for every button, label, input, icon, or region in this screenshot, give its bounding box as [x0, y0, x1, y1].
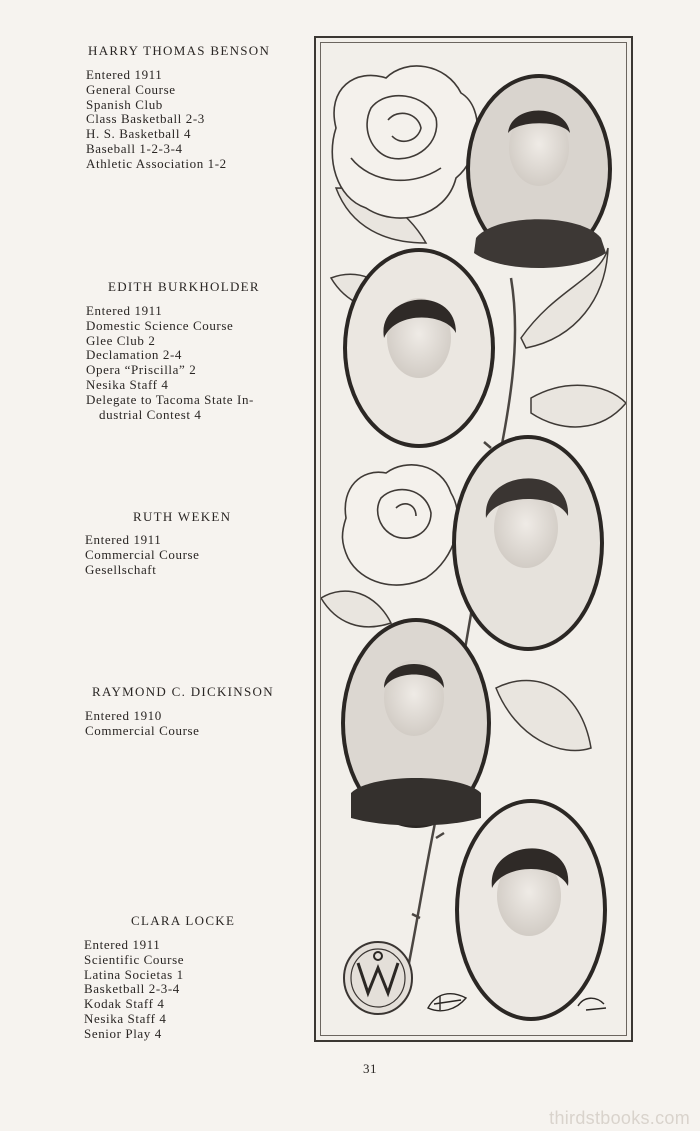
rose-leaves [321, 188, 626, 751]
detail-line: dustrial Contest 4 [99, 406, 202, 422]
portrait-clara-locke [455, 799, 607, 1021]
student-name: RAYMOND C. DICKINSON [92, 684, 274, 699]
detail-line: Senior Play 4 [84, 1025, 162, 1041]
detail-line: Entered 1911 [84, 937, 161, 952]
portrait-edith-burkholder [343, 248, 495, 448]
detail-line: Athletic Association 1-2 [86, 155, 227, 171]
detail-line: Basketball 2-3-4 [84, 981, 180, 997]
detail-line: H. S. Basketball 4 [86, 126, 192, 142]
detail-line: Kodak Staff 4 [84, 996, 165, 1012]
portrait-raymond-dickinson [341, 618, 491, 828]
detail-line: Class Basketball 2-3 [86, 111, 205, 127]
detail-line: General Course [86, 81, 176, 97]
detail-line: Entered 1911 [86, 303, 163, 318]
student-name: RUTH WEKEN [133, 509, 232, 524]
rose-flower-top [332, 66, 477, 218]
student-details [84, 938, 184, 1042]
portrait-harry-benson [466, 74, 612, 268]
detail-line: Domestic Science Course [86, 317, 234, 333]
detail-line: Baseball 1-2-3-4 [86, 140, 183, 156]
student-details [86, 304, 254, 422]
detail-line: Entered 1911 [85, 532, 162, 547]
detail-line: Scientific Course [84, 951, 185, 967]
student-name: EDITH BURKHOLDER [108, 279, 260, 294]
studio-signature [428, 994, 606, 1011]
student-name: CLARA LOCKE [131, 913, 236, 928]
detail-line: Delegate to Tacoma State In- [86, 391, 254, 407]
detail-line: Latina Societas 1 [84, 966, 184, 982]
detail-line: Declamation 2-4 [86, 347, 182, 363]
student-name: HARRY THOMAS BENSON [88, 43, 271, 58]
rose-illustration [316, 38, 635, 1044]
detail-line: Entered 1911 [86, 67, 163, 82]
page-number: 31 [363, 1061, 377, 1076]
rose-stem [408, 278, 515, 968]
detail-line: Nesika Staff 4 [86, 376, 169, 392]
detail-line: Gesellschaft [85, 561, 157, 577]
portrait-panel [314, 36, 633, 1042]
detail-line: Opera “Priscilla” 2 [86, 362, 197, 378]
detail-line: Commercial Course [85, 546, 200, 562]
detail-line: Glee Club 2 [86, 332, 156, 348]
student-details [86, 68, 227, 172]
student-details [85, 709, 200, 739]
detail-line: Entered 1910 [85, 708, 162, 723]
portrait-ruth-weken [452, 435, 604, 651]
school-monogram-seal [344, 942, 412, 1014]
detail-line: Nesika Staff 4 [84, 1010, 167, 1026]
rose-flower-middle [342, 465, 457, 585]
detail-line: Spanish Club [86, 96, 163, 112]
watermark: thirdstbooks.com [549, 1108, 690, 1128]
detail-line: Commercial Course [85, 722, 200, 738]
student-details [85, 533, 200, 577]
